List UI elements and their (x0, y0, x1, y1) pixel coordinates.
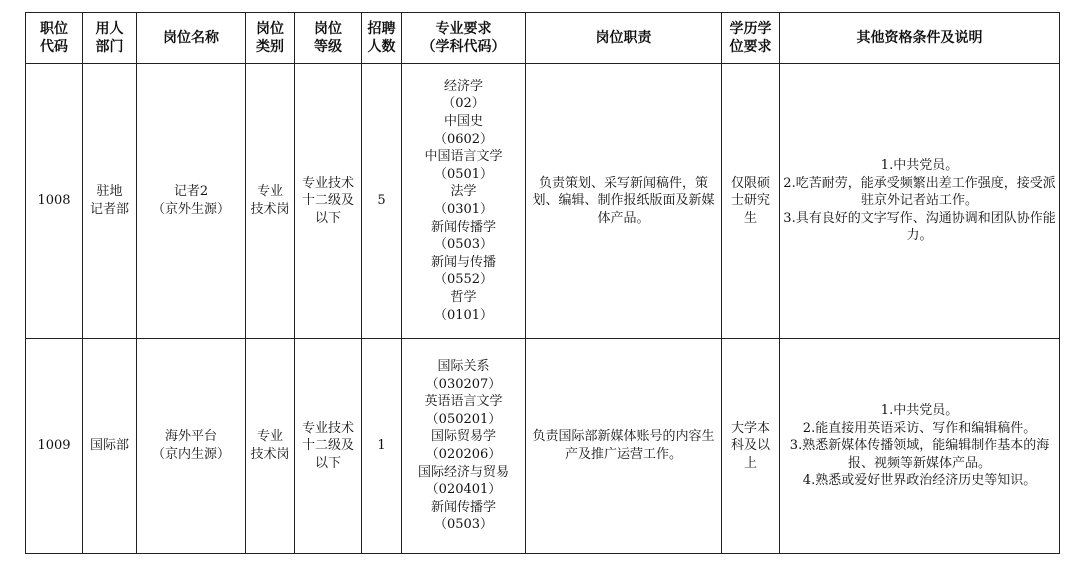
position-code: 1009 (26, 339, 83, 554)
major-name: 国际关系 (437, 359, 490, 375)
major-name: 经济学 (443, 78, 483, 94)
major-list (405, 78, 522, 324)
table-row (26, 339, 1060, 554)
condition-item: 1.中共党员。 (880, 158, 959, 174)
major-code: （050201） (425, 411, 502, 427)
major-code: （0501） (433, 166, 494, 182)
major-code: （0552） (433, 272, 494, 288)
table-header-row (26, 13, 1060, 64)
position-category: 专业 技术岗 (246, 64, 295, 339)
position-name: 海外平台 （京内生源） (137, 339, 246, 554)
major-code: （0503） (433, 237, 494, 253)
major-name: 国际贸易学 (430, 429, 496, 445)
major-list (405, 358, 522, 534)
major-item (405, 464, 522, 499)
major-item (405, 113, 522, 148)
education-requirement: 大学本 科及以 上 (722, 339, 780, 554)
major-code: （0101） (433, 307, 494, 323)
conditions-list (783, 157, 1056, 245)
header-education: 学历学 位要求 (722, 13, 780, 64)
major-name: 新闻与传播 (430, 254, 496, 270)
major-item (405, 358, 522, 393)
position-level: 专业技术 十二级及 以下 (295, 339, 362, 554)
major-name: 中国史 (443, 114, 483, 130)
education-requirement: 仅限硕 士研究 生 (722, 64, 780, 339)
condition-item: 1.中共党员。 (880, 403, 959, 419)
position-level: 专业技术 十二级及 以下 (295, 64, 362, 339)
major-name: 新闻传播学 (430, 499, 496, 515)
position-duties: 负责国际部新媒体账号的内容生产及推广运营工作。 (526, 339, 722, 554)
condition-item: 3.具有良好的文字写作、沟通协调和团队协作能力。 (783, 210, 1056, 244)
position-duties: 负责策划、采写新闻稿件，策划、编辑、制作报纸版面及新媒体产品。 (526, 64, 722, 339)
major-code: （0602） (433, 131, 494, 147)
table-row (26, 64, 1060, 339)
other-conditions (780, 64, 1060, 339)
major-code: （020206） (425, 447, 502, 462)
header-duties: 岗位职责 (526, 13, 722, 64)
major-code: （02） (442, 96, 485, 112)
recruit-count: 5 (362, 64, 402, 339)
major-code: （020401） (425, 482, 502, 498)
major-name: 英语语言文学 (424, 394, 503, 410)
job-positions-table (25, 12, 1060, 554)
header-department: 用人 部门 (83, 13, 137, 64)
condition-item: 2.能直接用英语采访、写作和编辑稿件。 (802, 420, 1037, 436)
header-recruit-count: 招聘 人数 (362, 13, 402, 64)
department: 国际部 (83, 339, 137, 554)
major-requirements (402, 64, 526, 339)
major-item (405, 78, 522, 113)
major-name: 哲学 (450, 289, 477, 305)
header-position-code: 职位 代码 (26, 13, 83, 64)
major-name: 新闻传播学 (430, 219, 496, 235)
header-position-category: 岗位 类别 (246, 13, 295, 64)
major-name: 国际经济与贸易 (417, 464, 509, 480)
major-item (405, 254, 522, 289)
major-name: 法学 (450, 184, 477, 200)
major-item (405, 393, 522, 428)
condition-item: 4.熟悉或爱好世界政治经济历史等知识。 (802, 473, 1037, 489)
other-conditions (780, 339, 1060, 554)
major-item (405, 499, 522, 534)
major-name: 中国语言文学 (424, 149, 503, 165)
major-code: （030207） (425, 376, 502, 392)
header-position-name: 岗位名称 (137, 13, 246, 64)
major-item (405, 183, 522, 218)
department: 驻地 记者部 (83, 64, 137, 339)
position-name: 记者2 （京外生源） (137, 64, 246, 339)
header-other-conditions: 其他资格条件及说明 (780, 13, 1060, 64)
major-code: （0503） (433, 517, 494, 533)
major-item (405, 219, 522, 254)
major-requirements (402, 339, 526, 554)
header-major-requirements: 专业要求 （学科代码） (402, 13, 526, 64)
position-category: 专业 技术岗 (246, 339, 295, 554)
position-code: 1008 (26, 64, 83, 339)
condition-item: 2.吃苦耐劳，能承受频繁出差工作强度，接受派驻京外记者站工作。 (783, 175, 1056, 209)
major-item (405, 148, 522, 183)
major-item (405, 428, 522, 463)
conditions-list (783, 402, 1056, 490)
condition-item: 3.熟悉新媒体传播领域，能编辑制作基本的海报、视频等新媒体产品。 (789, 438, 1050, 471)
recruit-count: 1 (362, 339, 402, 554)
major-item (405, 289, 522, 324)
header-position-level: 岗位 等级 (295, 13, 362, 64)
major-code: （0301） (433, 202, 494, 217)
